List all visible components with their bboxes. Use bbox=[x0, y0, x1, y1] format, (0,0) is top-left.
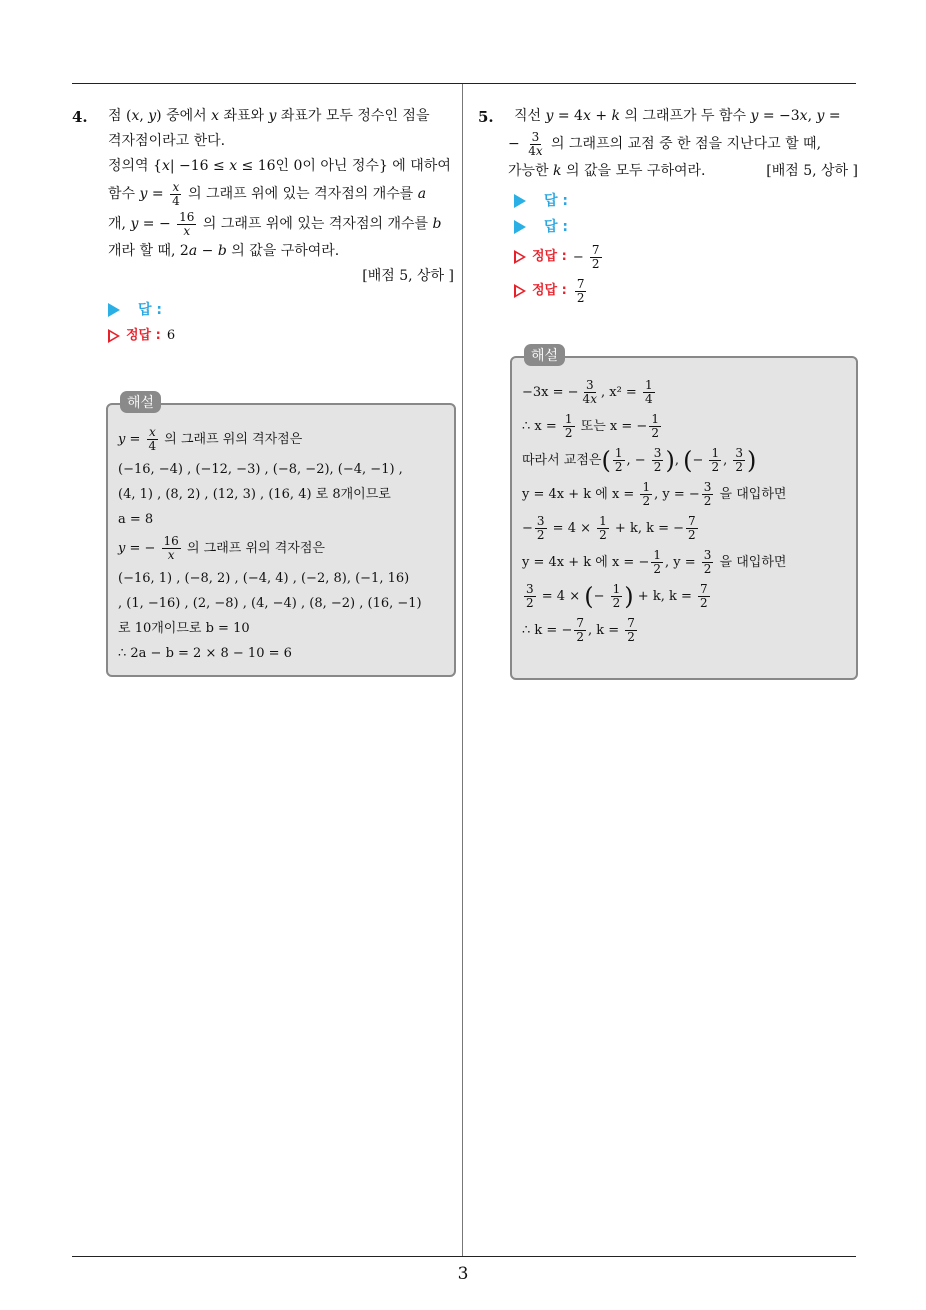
solution-tag: 해설 bbox=[120, 391, 161, 413]
solution-box-q5: 해설 −3x = − $\frac{3}{4x}$ , x² = $\frac{1}{4}$ ∴ x = $\frac{1}{2}$ 또는 x = − $\frac{1}{2}$ 따라서 교점은( $\frac{1}{2}$ , − $\frac{3}{2}$ ), (− $\frac{1}{2}$ , $\frac{3}{2}$ ) y = 4x + k 에 x = $\frac{1}{2}$ , y = − $\frac{3}{2}$ 을 대입하면 − $\frac{3}{2}$ = 4 × $\frac{1}{2}$ + k, k = − $\frac{7}{2}$ y = 4x + k 에 x = − $\frac{1}{2}$ , y = $\frac{3}{2}$ 을 대입하면 $\frac{3}{2}$ = 4 × (− $\frac{1}{2}$ ) + k, k = $\frac{7}{2}$ ∴ k = − $\frac{7}{2}$ , k = $\frac{7}{2}$ bbox=[510, 356, 858, 680]
points-label: [배점 5, 상하 ] bbox=[362, 268, 454, 284]
play-arrow-icon bbox=[514, 194, 526, 208]
question-5: 5. 직선 y = 4x + k 의 그래프가 두 함수 y = −3x, y = − $\frac{3}{4x}$ 의 그래프의 교점 중 한 점을 지난다고 할 때, 가능한 k 의 값을 모두 구하여라. [배점 5, 상하 ] 답 : 답 : 정답 : − $\frac{7}{2}$ 정답 : $\frac{7}{2}$ bbox=[478, 104, 858, 308]
column-divider bbox=[462, 84, 463, 1256]
answer-block bbox=[514, 188, 858, 308]
answer-row: 답 : bbox=[108, 297, 454, 323]
answer-row: 답 : bbox=[514, 214, 858, 240]
question-number: 4. bbox=[72, 108, 88, 126]
solution-tag: 해설 bbox=[524, 344, 565, 366]
correct-answer-row: 정답 : 6 bbox=[108, 323, 454, 349]
question-number: 5. bbox=[478, 108, 494, 126]
bottom-rule bbox=[72, 1256, 856, 1257]
question-4 bbox=[72, 104, 454, 349]
answer-block bbox=[108, 297, 454, 349]
correct-answer-row: 정답 : − $\frac{7}{2}$ bbox=[514, 240, 858, 274]
play-arrow-icon bbox=[514, 220, 526, 234]
question-5-text: 5. 직선 y = 4x + k 의 그래프가 두 함수 y = −3x, y = bbox=[478, 104, 858, 129]
outline-arrow-icon bbox=[514, 284, 526, 298]
points-label: [배점 5, 상하 ] bbox=[766, 163, 858, 179]
top-rule bbox=[72, 83, 856, 84]
answer-row: 답 : bbox=[514, 188, 858, 214]
question-4-text: 4. 점 (x, y) 중에서 x 좌표와 y 좌표가 모두 정수인 점을 격자점이라고 한다. 정의역 {x| −16 ≤ x ≤ 16인 0이 아닌 정수} 에 대하여 함수 y = $\frac{x}{4}$ 의 그래프 위에 있는 격자점의 개수를 a 개, y = − $\frac{16}{x}$ 의 그래프 위에 있는 격자점의 개수를 b 개라 할 때, 2a − b 의 값을 구하여라. [배점 5, 상하 ] bbox=[72, 104, 454, 289]
solution-box-q4: 해설 y = $\frac{x}{4}$ 의 그래프 위의 격자점은 (−16, −4) , (−12, −3) , (−8, −2), (−4, −1) , (4, 1) , (8, 2) , (12, 3) , (16, 4) 로 8개이므로 a = 8 y = − $\frac{16}{x}$ 의 그래프 위의 격자점은 (−16, 1) , (−8, 2) , (−4, 4) , (−2, 8), (−1, 16) , (1, −16) , (2, −8) , (4, −4) , (8, −2) , (16, −1) 로 10개이므로 b = 10 ∴ 2a − b = 2 × 8 − 10 = 6 bbox=[106, 403, 456, 677]
play-arrow-icon bbox=[108, 303, 120, 317]
page-number: 3 bbox=[457, 1264, 469, 1284]
outline-arrow-icon bbox=[514, 250, 526, 264]
outline-arrow-icon bbox=[108, 329, 120, 343]
correct-answer-row: 정답 : $\frac{7}{2}$ bbox=[514, 274, 858, 308]
